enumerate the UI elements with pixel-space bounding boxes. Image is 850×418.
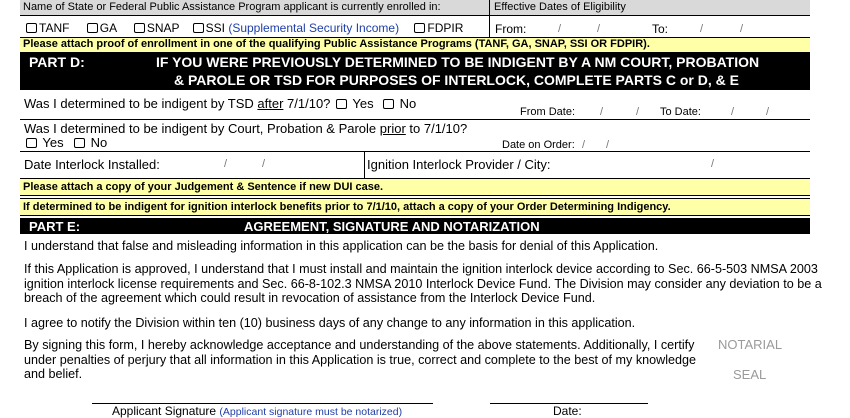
date-separator: / [731, 106, 735, 118]
ga-checkbox[interactable]: GA [87, 21, 117, 35]
checkbox-icon [336, 99, 347, 109]
ssi-checkbox[interactable]: SSI (Supplemental Security Income) [193, 21, 399, 35]
tsd-yes-checkbox[interactable]: Yes [336, 96, 374, 111]
provider-label: Ignition Interlock Provider / City: [367, 157, 551, 172]
date-separator: / [597, 23, 601, 35]
checkbox-icon [383, 99, 394, 109]
snap-checkbox[interactable]: SNAP [134, 21, 179, 35]
date-separator: / [600, 106, 604, 118]
tsd-question: Was I determined to be indigent by TSD after 7/1/10? [24, 96, 331, 111]
program-options [26, 21, 463, 35]
date-separator: / [740, 23, 744, 35]
court-yes-checkbox[interactable]: Yes [26, 135, 64, 150]
tsd-no-checkbox[interactable]: No [383, 96, 416, 111]
agreement-paragraph-2: If this Application is approved, I understand that I must install and maintain the ignition interlock device according to Sec. 66-5-503 NMSA 2003 ignition interlock license requirements and Sec. 66-8-102.3 NMSA 2010 Interlock Device Fund. The Division may consider any deviation to be a breach of the agreement which could result in revocation of assistance from the Interlock Device Fund. [24, 262, 822, 305]
part-d-label: PART D: [29, 54, 85, 70]
checkbox-icon [134, 23, 145, 33]
ssi-note: (Supplemental Security Income) [228, 21, 400, 35]
effective-dates-label: Effective Dates of Eligibility [494, 1, 626, 13]
date-separator: / [636, 106, 640, 118]
court-question: Was I determined to be indigent by Court, Probation & Parole prior to 7/1/10? [24, 121, 468, 136]
judgement-note: Please attach a copy of your Judgement & Sentence if new DUI case. [23, 181, 384, 193]
date-separator: / [558, 23, 562, 35]
seal-label: SEAL [733, 367, 767, 382]
date-separator: / [224, 158, 228, 170]
tanf-checkbox[interactable]: TANF [26, 21, 69, 35]
agreement-paragraph-1: I understand that false and misleading information in this application can be the basis for denial of this Application. [24, 239, 659, 253]
agreement-paragraph-3: I agree to notify the Division within ten (10) business days of any change to any information in this application. [24, 316, 636, 330]
interlock-installed-label: Date Interlock Installed: [24, 157, 160, 172]
fdpir-checkbox[interactable]: FDPIR [414, 21, 463, 35]
to-label: To: [652, 22, 669, 36]
indigency-note: If determined to be indigent for ignition interlock benefits prior to 7/1/10, attach a copy of your Order Determining Indigency. [23, 201, 671, 213]
checkbox-icon [26, 23, 37, 33]
checkbox-icon [193, 23, 204, 33]
signature-note: (Applicant signature must be notarized) [219, 406, 403, 418]
notarial-label: NOTARIAL [718, 337, 783, 352]
court-no-checkbox[interactable]: No [74, 135, 107, 150]
divider [20, 119, 810, 120]
program-label: Name of State or Federal Public Assistance Program applicant is currently enrolled in: [23, 1, 441, 13]
date-separator: / [582, 139, 586, 151]
agreement-paragraph-4: By signing this form, I hereby acknowledge acceptance and understanding of the above statements. Additionally, I certify under penalties of perjury that all information in this Application is true, correct and complete to the best of my knowledge and belief. [24, 338, 697, 381]
signature-caption: Applicant Signature (Applicant signature must be notarized) [112, 404, 403, 418]
checkbox-icon [26, 138, 37, 148]
divider [364, 151, 365, 178]
part-d-heading-2: & PAROLE OR TSD FOR PURPOSES OF INTERLOCK, COMPLETE PARTS C or D, & E [174, 72, 739, 88]
divider [489, 0, 490, 37]
from-date-label: From Date: [520, 106, 576, 118]
divider [20, 151, 810, 152]
checkbox-icon [87, 23, 98, 33]
part-d-heading-1: IF YOU WERE PREVIOUSLY DETERMINED TO BE INDIGENT BY A NM COURT, PROBATION [156, 54, 760, 70]
date-separator: / [606, 139, 610, 151]
divider [20, 15, 810, 16]
part-e-label: PART E: [29, 219, 81, 234]
checkbox-icon [414, 23, 425, 33]
to-date-label: To Date: [660, 106, 701, 118]
date-separator: / [262, 158, 266, 170]
date-separator: / [766, 106, 770, 118]
checkbox-icon [74, 138, 85, 148]
date-on-order-label: Date on Order: [502, 139, 575, 151]
part-e-heading: AGREEMENT, SIGNATURE AND NOTARIZATION [244, 219, 540, 234]
from-label: From: [495, 22, 527, 36]
date-caption: Date: [553, 404, 582, 418]
date-separator: / [700, 23, 704, 35]
date-separator: / [711, 158, 715, 170]
proof-note: Please attach proof of enrollment in one of the qualifying Public Assistance Programs (TANF, GA, SNAP, SSI OR FDPIR). [23, 38, 650, 50]
